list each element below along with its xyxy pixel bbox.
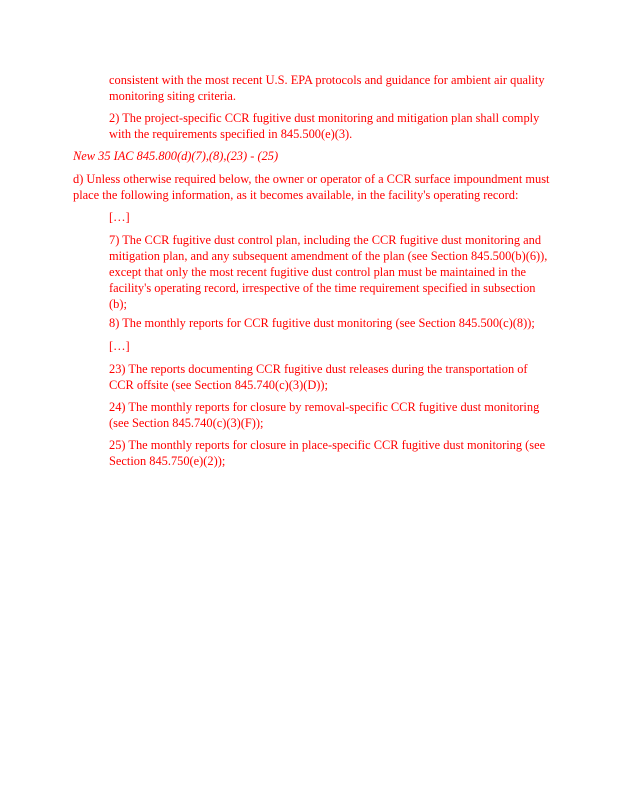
paragraph-d: [73, 171, 549, 203]
text-line: facility's operating record, irrespective of the time requirement specified in subsection: [109, 281, 536, 295]
text-line: (b);: [109, 297, 127, 311]
text-line: CCR offsite (see Section 845.740(c)(3)(D));: [109, 378, 328, 392]
paragraph-item-7: [109, 232, 547, 312]
paragraph-item-8: [109, 315, 535, 331]
text-line: 2) The project-specific CCR fugitive dust monitoring and mitigation plan shall comply: [109, 111, 540, 125]
text-line: Section 845.750(e)(2));: [109, 454, 226, 468]
text-line: place the following information, as it becomes available, in the facility's operating record:: [73, 188, 519, 202]
text-line: (see Section 845.740(c)(3)(F));: [109, 416, 264, 430]
text-line: 8) The monthly reports for CCR fugitive dust monitoring (see Section 845.500(c)(8));: [109, 316, 535, 330]
text-line: mitigation plan, and any subsequent amendment of the plan (see Section 845.500(b)(6)),: [109, 249, 548, 263]
paragraph-item-25: [109, 437, 545, 469]
text-line: monitoring siting criteria.: [109, 89, 236, 103]
paragraph-item-2: [109, 110, 539, 142]
text-line: except that only the most recent fugitive dust control plan must be maintained in the: [109, 265, 527, 279]
ellipsis-marker: [109, 209, 130, 225]
paragraph-item-24: [109, 399, 539, 431]
ellipsis-marker: [109, 338, 130, 354]
text-line: with the requirements specified in 845.500(e)(3).: [109, 127, 353, 141]
paragraph-item-23: [109, 361, 528, 393]
ellipsis-text: […]: [109, 339, 130, 353]
text-line: 7) The CCR fugitive dust control plan, including the CCR fugitive dust monitoring and: [109, 233, 542, 247]
text-line: 25) The monthly reports for closure in place-specific CCR fugitive dust monitoring (see: [109, 438, 546, 452]
text-line: 23) The reports documenting CCR fugitive dust releases during the transportation of: [109, 362, 528, 376]
section-heading-text: New 35 IAC 845.800(d)(7),(8),(23) - (25): [73, 149, 279, 163]
text-line: d) Unless otherwise required below, the owner or operator of a CCR surface impoundment must: [73, 172, 550, 186]
paragraph-siting-criteria: [109, 72, 545, 104]
text-line: 24) The monthly reports for closure by removal-specific CCR fugitive dust monitoring: [109, 400, 540, 414]
text-line: consistent with the most recent U.S. EPA protocols and guidance for ambient air quality: [109, 73, 545, 87]
ellipsis-text: […]: [109, 210, 130, 224]
section-heading: [73, 148, 278, 164]
